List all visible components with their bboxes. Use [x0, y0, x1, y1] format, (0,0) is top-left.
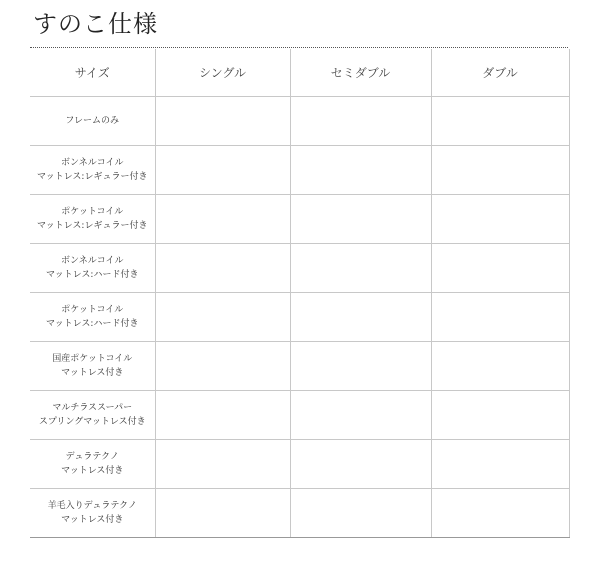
header-double: ダブル — [431, 49, 569, 97]
row-label — [30, 293, 155, 342]
row-label-line1: 国産ポケットコイル — [52, 354, 133, 364]
table-header-row — [30, 49, 569, 97]
cell-single — [155, 440, 290, 489]
cell-semi-double — [290, 293, 431, 342]
row-label-line2: マットレス:ハード付き — [46, 319, 139, 329]
row-label-line1: フレームのみ — [65, 116, 120, 126]
cell-double — [431, 342, 569, 391]
table-row — [30, 244, 569, 293]
cell-single — [155, 391, 290, 440]
row-label-line1: ボンネルコイル — [61, 256, 124, 266]
row-label-line2: スプリングマットレス付き — [38, 417, 146, 427]
cell-semi-double — [290, 146, 431, 195]
row-label — [30, 489, 155, 538]
table-row — [30, 391, 569, 440]
cell-single — [155, 97, 290, 146]
cell-semi-double — [290, 440, 431, 489]
row-label-line2: マットレス付き — [61, 466, 124, 476]
cell-double — [431, 293, 569, 342]
row-label-line2: マットレス:ハード付き — [46, 270, 139, 280]
row-label-line1: ポケットコイル — [61, 305, 124, 315]
cell-double — [431, 440, 569, 489]
cell-semi-double — [290, 342, 431, 391]
header-size: サイズ — [30, 49, 155, 97]
row-label-line1: ポケットコイル — [61, 207, 124, 217]
cell-single — [155, 342, 290, 391]
cell-single — [155, 195, 290, 244]
row-label-line1: 羊毛入りデュラテクノ — [47, 501, 137, 511]
title-divider — [30, 47, 568, 48]
row-label-line2: マットレス:レギュラー付き — [37, 172, 148, 182]
cell-semi-double — [290, 489, 431, 538]
table-row — [30, 342, 569, 391]
cell-single — [155, 293, 290, 342]
table-row — [30, 195, 569, 244]
row-label — [30, 342, 155, 391]
row-label — [30, 146, 155, 195]
cell-single — [155, 244, 290, 293]
row-label-line1: デュラテクノ — [65, 452, 119, 462]
row-label — [30, 195, 155, 244]
cell-semi-double — [290, 391, 431, 440]
row-label — [30, 391, 155, 440]
row-label — [30, 97, 155, 146]
table-row — [30, 489, 569, 538]
cell-single — [155, 489, 290, 538]
cell-semi-double — [290, 244, 431, 293]
header-single: シングル — [155, 49, 290, 97]
row-label — [30, 244, 155, 293]
row-label-line1: マルチラススーパー — [52, 403, 133, 413]
row-label-line2: マットレス付き — [61, 368, 124, 378]
table-row — [30, 146, 569, 195]
row-label — [30, 440, 155, 489]
cell-double — [431, 195, 569, 244]
cell-semi-double — [290, 97, 431, 146]
spec-table — [30, 49, 570, 538]
table-row — [30, 440, 569, 489]
table-row — [30, 293, 569, 342]
row-label-line1: ボンネルコイル — [61, 158, 124, 168]
cell-double — [431, 489, 569, 538]
cell-double — [431, 244, 569, 293]
row-label-line2: マットレス:レギュラー付き — [37, 221, 148, 231]
page-title: すのこ仕様 — [33, 10, 158, 38]
header-semi-double: セミダブル — [290, 49, 431, 97]
cell-single — [155, 146, 290, 195]
cell-semi-double — [290, 195, 431, 244]
cell-double — [431, 146, 569, 195]
table-row — [30, 97, 569, 146]
row-label-line2: マットレス付き — [61, 515, 124, 525]
cell-double — [431, 391, 569, 440]
cell-double — [431, 97, 569, 146]
